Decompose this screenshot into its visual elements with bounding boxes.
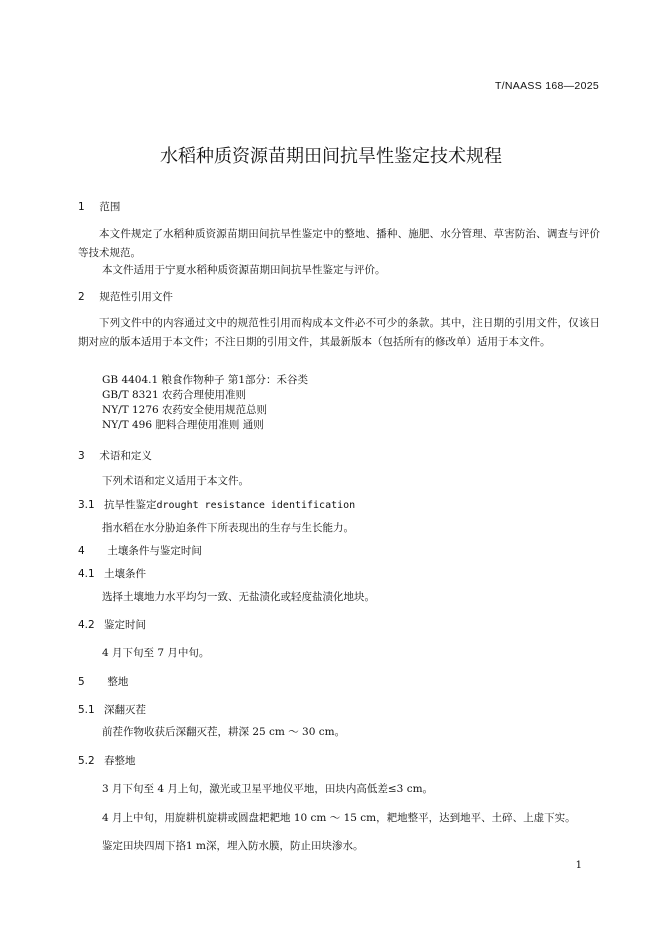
section-number: 3	[78, 450, 85, 462]
section-number: 4	[78, 545, 85, 557]
reference-item: GB 4404.1 粮食作物种子 第1部分：禾谷类	[102, 374, 309, 386]
section-3-heading	[78, 448, 152, 463]
section-5-2-paragraph-1: 3 月下旬至 4 月上旬，激光或卫星平地仪平地，田块内高低差≤3 cm。	[102, 783, 434, 795]
section-3-paragraph: 下列术语和定义适用于本文件。	[102, 475, 249, 487]
page-number: 1	[575, 860, 582, 871]
section-5-2-paragraph-3: 鉴定田块四周下挌1 m深，埋入防水膜，防止田块渗水。	[102, 840, 364, 852]
subsection-number: 4.2	[78, 619, 95, 631]
section-1-paragraph-1: 本文件规定了水稻种质资源苗期田间抗旱性鉴定中的整地、播种、施肥、水分管理、草害防治、调查与评价等技术规范。	[78, 228, 600, 259]
section-title: 土壤条件与鉴定时间	[107, 545, 202, 557]
term-definition: 指水稻在水分胁迫条件下所表现出的生存与生长能力。	[102, 522, 354, 534]
section-4-2-heading	[78, 617, 146, 632]
section-2-paragraph: 下列文件中的内容通过文中的规范性引用而构成本文件必不可少的条款。其中，注日期的引用文件，仅该日期对应的版本适用于本文件；不注日期的引用文件，其最新版本（包括所有的修改单）适用于本文件。	[78, 317, 600, 348]
section-title: 整地	[107, 676, 129, 688]
term-zh: 抗旱性鉴定	[104, 499, 157, 511]
section-4-1-paragraph: 选择土壤地力水平均匀一致、无盐渍化或轻度盐渍化地块。	[102, 591, 375, 603]
section-4-heading	[78, 543, 202, 558]
subsection-title: 土壤条件	[104, 568, 146, 580]
section-number: 5	[78, 676, 85, 688]
reference-item: GB/T 8321 农药合理使用准则	[102, 389, 247, 401]
section-4-2-paragraph: 4 月下旬至 7 月中旬。	[102, 647, 210, 659]
section-5-heading	[78, 674, 128, 689]
term-en: drought resistance identification	[156, 500, 356, 511]
reference-item: NY/T 1276 农药安全使用规范总则	[102, 404, 268, 416]
section-3-1-heading	[78, 497, 355, 512]
section-5-2-paragraph-2: 4 月上中旬，用旋耕机旋耕或圆盘耙耙地 10 cm ～ 15 cm，耙地整平，达到地平、土碎、上虚下实。	[102, 812, 576, 824]
subsection-number: 4.1	[78, 568, 95, 580]
section-title: 术语和定义	[99, 450, 152, 462]
section-number: 2	[78, 291, 85, 303]
subsection-number: 5.1	[78, 704, 95, 716]
section-title: 范围	[99, 201, 121, 213]
subsection-title: 春整地	[104, 755, 136, 767]
section-5-1-paragraph: 前茬作物收获后深翻灭茬，耕深 25 cm ～ 30 cm。	[102, 726, 346, 738]
subsection-title: 深翻灭茬	[104, 704, 146, 716]
section-1-heading	[78, 199, 120, 214]
document-title: 水稻种质资源苗期田间抗旱性鉴定技术规程	[160, 146, 502, 167]
subsection-number: 5.2	[78, 755, 95, 767]
standard-number: T/NAASS 168—2025	[494, 80, 599, 92]
section-5-1-heading	[78, 702, 146, 717]
section-1-paragraph-2: 本文件适用于宁夏水稻种质资源苗期田间抗旱性鉴定与评价。	[102, 264, 386, 276]
subsection-number: 3.1	[78, 499, 95, 511]
section-2-heading	[78, 289, 173, 304]
section-4-1-heading	[78, 566, 146, 581]
section-number: 1	[78, 201, 85, 213]
subsection-title: 鉴定时间	[104, 619, 146, 631]
section-title: 规范性引用文件	[99, 291, 173, 303]
section-5-2-heading	[78, 753, 136, 768]
reference-item: NY/T 496 肥料合理使用准则 通则	[102, 419, 264, 431]
